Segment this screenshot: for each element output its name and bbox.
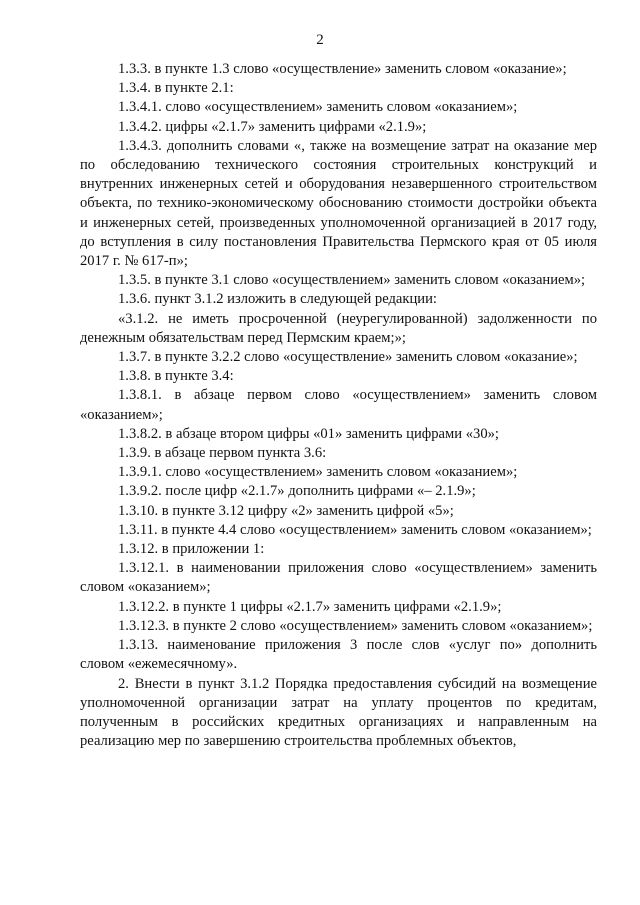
paragraph-1-3-7: 1.3.7. в пункте 3.2.2 слово «осуществление» заменить словом «оказание»; [118, 349, 578, 366]
paragraph-1-3-4-3: 1.3.4.3. дополнить словами «, также на возмещение затрат на оказание мер по обследованию технического состояния строительных конструкций и внутренних инженерных сетей и оборудования незавершенного строительством объекта, по технико-экономическому обоснованию стоимости достройки объекта и инженерных сетей, произведенных уполномоченной организацией в 2017 году, до вступления в силу постановления Правительства Пермского края от 05 июля 2017 г. № 617-п»; [80, 137, 597, 270]
paragraph-1-3-4: 1.3.4. в пункте 2.1: [118, 80, 234, 97]
paragraph-1-3-8-2: 1.3.8.2. в абзаце втором цифры «01» заменить цифрами «30»; [118, 425, 499, 442]
paragraph-1-3-4-1: 1.3.4.1. слово «осуществлением» заменить словом «оказанием»; [118, 99, 518, 116]
paragraph-1-3-9: 1.3.9. в абзаце первом пункта 3.6: [118, 445, 327, 462]
paragraph-1-3-12-2: 1.3.12.2. в пункте 1 цифры «2.1.7» заменить цифрами «2.1.9»; [118, 598, 502, 615]
paragraph-1-3-12: 1.3.12. в приложении 1: [118, 541, 265, 558]
paragraph-1-3-8: 1.3.8. в пункте 3.4: [118, 368, 234, 385]
document-body [80, 60, 597, 751]
paragraph-1-3-9-2: 1.3.9.2. после цифр «2.1.7» дополнить цифрами «– 2.1.9»; [118, 483, 476, 500]
paragraph-3-1-2-quote: «3.1.2. не иметь просроченной (неурегулированной) задолженности по денежным обязательствам перед Пермским краем;»; [80, 310, 597, 346]
paragraph-1-3-13: 1.3.13. наименование приложения 3 после слов «услуг по» дополнить словом «ежемесячному». [80, 637, 597, 673]
paragraph-1-3-10: 1.3.10. в пункте 3.12 цифру «2» заменить цифрой «5»; [118, 502, 454, 519]
paragraph-1-3-8-1: 1.3.8.1. в абзаце первом слово «осуществлением» заменить словом «оказанием»; [80, 387, 597, 423]
page-number: 2 [316, 32, 324, 48]
paragraph-1-3-4-2: 1.3.4.2. цифры «2.1.7» заменить цифрами «2.1.9»; [118, 118, 427, 135]
paragraph-1-3-3: 1.3.3. в пункте 1.3 слово «осуществление» заменить словом «оказание»; [118, 61, 567, 77]
paragraph-1-3-12-1: 1.3.12.1. в наименовании приложения слово «осуществлением» заменить словом «оказанием»; [80, 560, 597, 596]
paragraph-1-3-5: 1.3.5. в пункте 3.1 слово «осуществлением» заменить словом «оказанием»; [118, 272, 586, 289]
paragraph-1-3-11: 1.3.11. в пункте 4.4 слово «осуществлением» заменить словом «оказанием»; [118, 521, 592, 538]
paragraph-1-3-12-3: 1.3.12.3. в пункте 2 слово «осуществлением» заменить словом «оказанием»; [118, 617, 593, 634]
paragraph-1-3-9-1: 1.3.9.1. слово «осуществлением» заменить словом «оказанием»; [118, 464, 518, 481]
paragraph-1-3-6: 1.3.6. пункт 3.1.2 изложить в следующей редакции: [118, 291, 437, 308]
paragraph-2: 2. Внести в пункт 3.1.2 Порядка предоставления субсидий на возмещение уполномоченной организации затрат на уплату процентов по кредитам, полученным в российских кредитных организациях и направленным на реализацию мер по завершению строительства проблемных объектов, [80, 675, 597, 750]
